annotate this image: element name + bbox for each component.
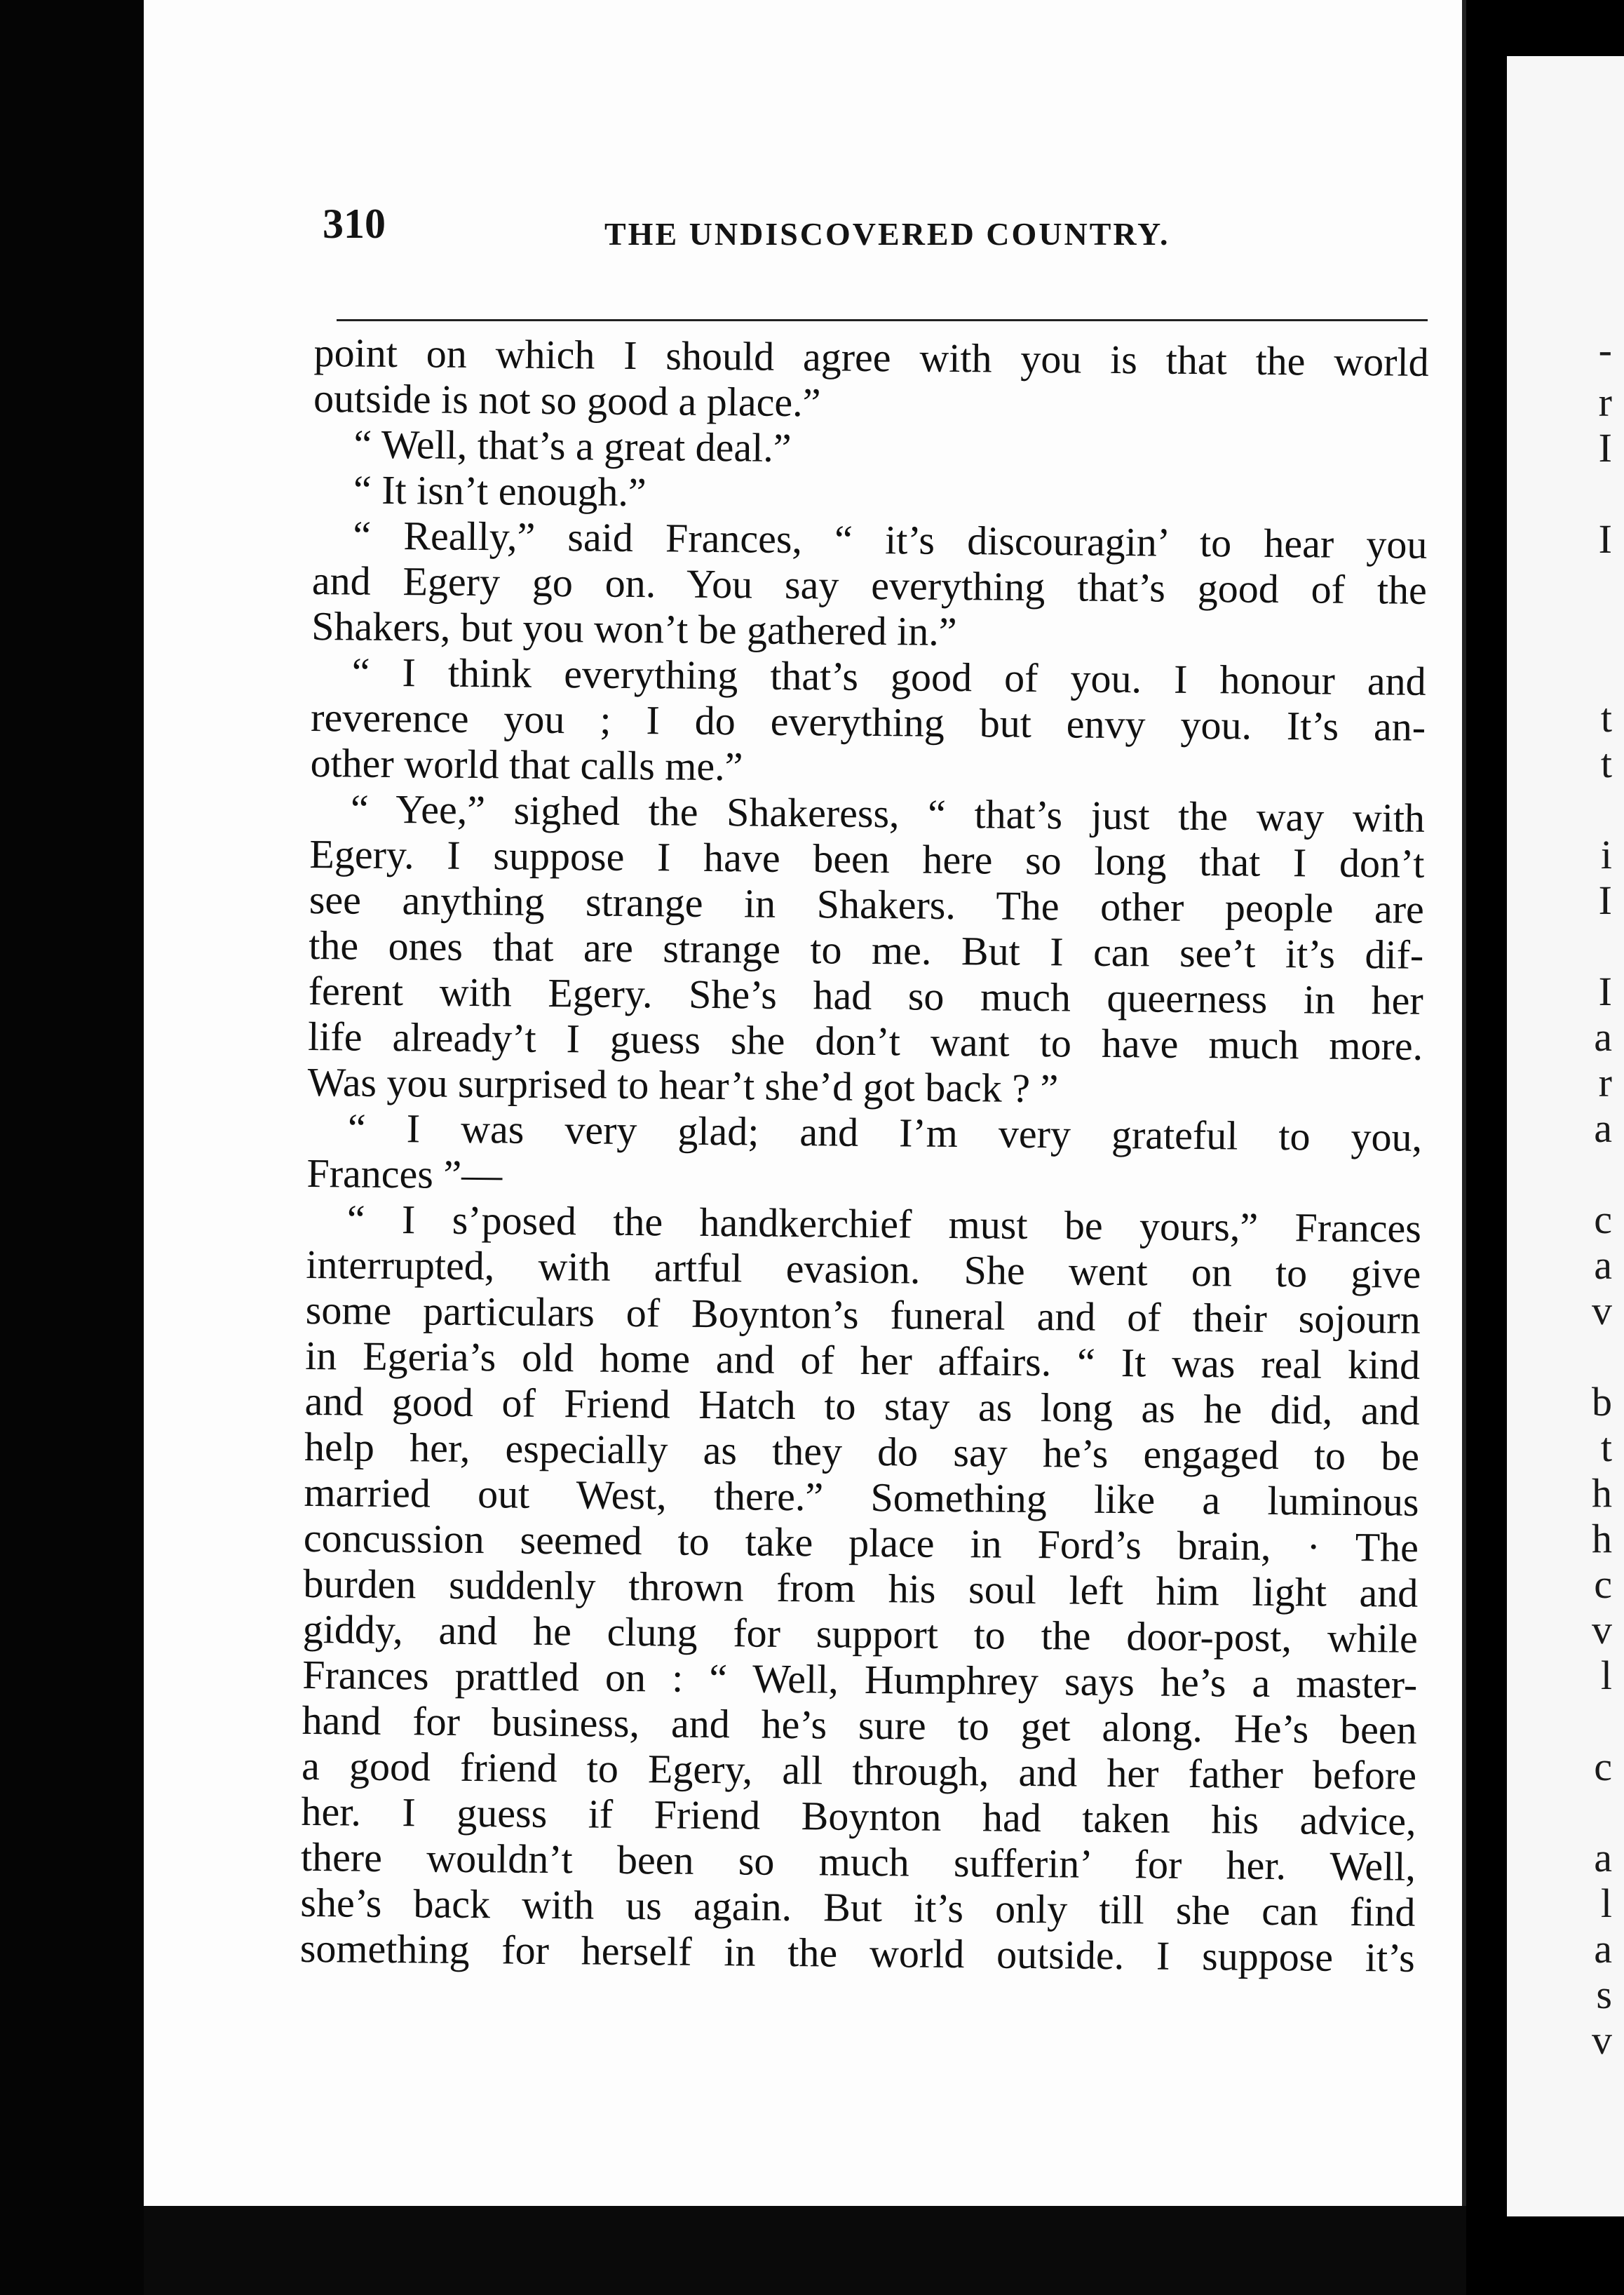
- facing-page-fragment: t: [1600, 741, 1612, 786]
- text-line: she’s back with us again. But it’s only till she can find: [300, 1879, 1416, 1935]
- text-line: concussion seemed to take place in Ford’s brain, · The: [303, 1514, 1419, 1570]
- text-line: “ I think everything that’s good of you. I honour and: [351, 649, 1426, 704]
- text-line: Egery. I suppose I have been here so long that I don’t: [309, 830, 1425, 887]
- text-line: other world that calls me.”: [310, 739, 743, 790]
- text-line: and good of Friend Hatch to stay as long as he did, and: [304, 1378, 1420, 1434]
- facing-page-fragment: -: [1598, 327, 1612, 372]
- facing-page-fragment: s: [1596, 1972, 1612, 2017]
- text-line: outside is not so good a place.”: [313, 375, 821, 426]
- page-number: 310: [323, 201, 386, 247]
- text-line: interrupted, with artful evasion. She went on to give: [306, 1241, 1421, 1297]
- text-line: “ I s’posed the handkerchief must be yours,” Frances: [346, 1196, 1422, 1251]
- facing-page-fragment: r: [1598, 1060, 1612, 1105]
- text-line: ferent with Egery. She’s had so much queerness in her: [308, 967, 1423, 1023]
- text-line: Frances ”—: [306, 1150, 503, 1198]
- facing-page-fragment: a: [1594, 1105, 1612, 1151]
- text-line: giddy, and he clung for support to the door-post, while: [302, 1606, 1419, 1662]
- facing-page-fragment: c: [1594, 1197, 1612, 1242]
- facing-page-fragment: a: [1594, 1242, 1612, 1288]
- facing-page-fragment: i: [1600, 832, 1612, 877]
- facing-page-fragment: b: [1592, 1379, 1612, 1425]
- text-line: life already’t I guess she don’t want to have much more.: [307, 1013, 1423, 1069]
- text-line: point on which I should agree with you is that the world: [313, 330, 1429, 385]
- running-head: THE UNDISCOVERED COUNTRY.: [604, 216, 1170, 252]
- text-line: her. I guess if Friend Boynton had taken his advice,: [301, 1788, 1416, 1844]
- text-line: help her, especially as they do say he’s engaged to be: [304, 1423, 1420, 1479]
- text-line: there wouldn’t been so much sufferin’ for her. Well,: [300, 1833, 1416, 1890]
- text-line: hand for business, and he’s sure to get along. He’s been: [302, 1697, 1417, 1753]
- facing-page-fragment: h: [1592, 1470, 1612, 1516]
- facing-page-fragment: I: [1598, 516, 1612, 562]
- book-gutter: [1466, 0, 1507, 2295]
- facing-page-fragment: I: [1598, 425, 1612, 471]
- text-line: Was you surprised to hear’t she’d got back ? ”: [307, 1058, 1059, 1112]
- facing-page-fragment: c: [1594, 1744, 1612, 1789]
- facing-page-fragment: v: [1592, 1607, 1612, 1653]
- facing-page-fragment: I: [1598, 877, 1612, 923]
- text-line: something for herself in the world outside. I suppose it’s: [299, 1925, 1416, 1981]
- text-line: “ It isn’t enough.”: [353, 466, 647, 516]
- facing-page-edge: [1507, 56, 1624, 2216]
- text-line: “ Yee,” sighed the Shakeress, “ that’s just the way with: [350, 786, 1426, 841]
- text-line: the ones that are strange to me. But I can see’t it’s dif-: [309, 922, 1424, 978]
- text-line: married out West, there.” Something like a luminous: [304, 1469, 1419, 1525]
- body-text: [300, 330, 1429, 1981]
- text-line: “ Well, that’s a great deal.”: [353, 421, 792, 471]
- text-line: see anything strange in Shakers. The other people are: [309, 876, 1425, 932]
- facing-page-fragment: c: [1594, 1561, 1612, 1607]
- text-line: “ Really,” said Frances, “ it’s discouragin’ to hear you: [353, 512, 1428, 567]
- facing-page-fragment: r: [1598, 379, 1612, 425]
- text-line: a good friend to Egery, all through, and her father before: [301, 1742, 1417, 1798]
- facing-page-fragment: I: [1598, 969, 1612, 1014]
- page-bottom-shadow: [144, 2206, 1466, 2295]
- text-line: some particulars of Boynton’s funeral and of their sojourn: [305, 1286, 1421, 1342]
- text-line: reverence you ; I do everything but envy you. It’s an-: [310, 694, 1426, 750]
- facing-page-fragment: a: [1594, 1014, 1612, 1060]
- facing-page-fragment: t: [1600, 695, 1612, 741]
- header-rule: [337, 319, 1428, 321]
- facing-page-fragment: a: [1594, 1926, 1612, 1972]
- text-line: in Egeria’s old home and of her affairs. “ It was real kind: [304, 1332, 1421, 1388]
- facing-page-fragment: l: [1600, 1880, 1612, 1926]
- facing-page-fragment: l: [1600, 1653, 1612, 1698]
- text-line: “ I was very glad; and I’m very grateful to you,: [347, 1105, 1423, 1160]
- facing-page-fragment: t: [1600, 1425, 1612, 1470]
- scan-left-margin: [0, 0, 144, 2295]
- text-line: Frances prattled on : “ Well, Humphrey says he’s a master-: [302, 1651, 1418, 1707]
- text-line: and Egery go on. You say everything that’s good of the: [311, 557, 1428, 613]
- facing-page-fragment: v: [1592, 1288, 1612, 1333]
- text-line: Shakers, but you won’t be gathered in.”: [311, 603, 957, 655]
- page-header: [323, 200, 1416, 263]
- facing-page-fragment: v: [1592, 2017, 1612, 2063]
- facing-page-fragment: a: [1594, 1835, 1612, 1880]
- facing-page-fragment: h: [1592, 1516, 1612, 1561]
- text-line: burden suddenly thrown from his soul left him light and: [303, 1560, 1419, 1616]
